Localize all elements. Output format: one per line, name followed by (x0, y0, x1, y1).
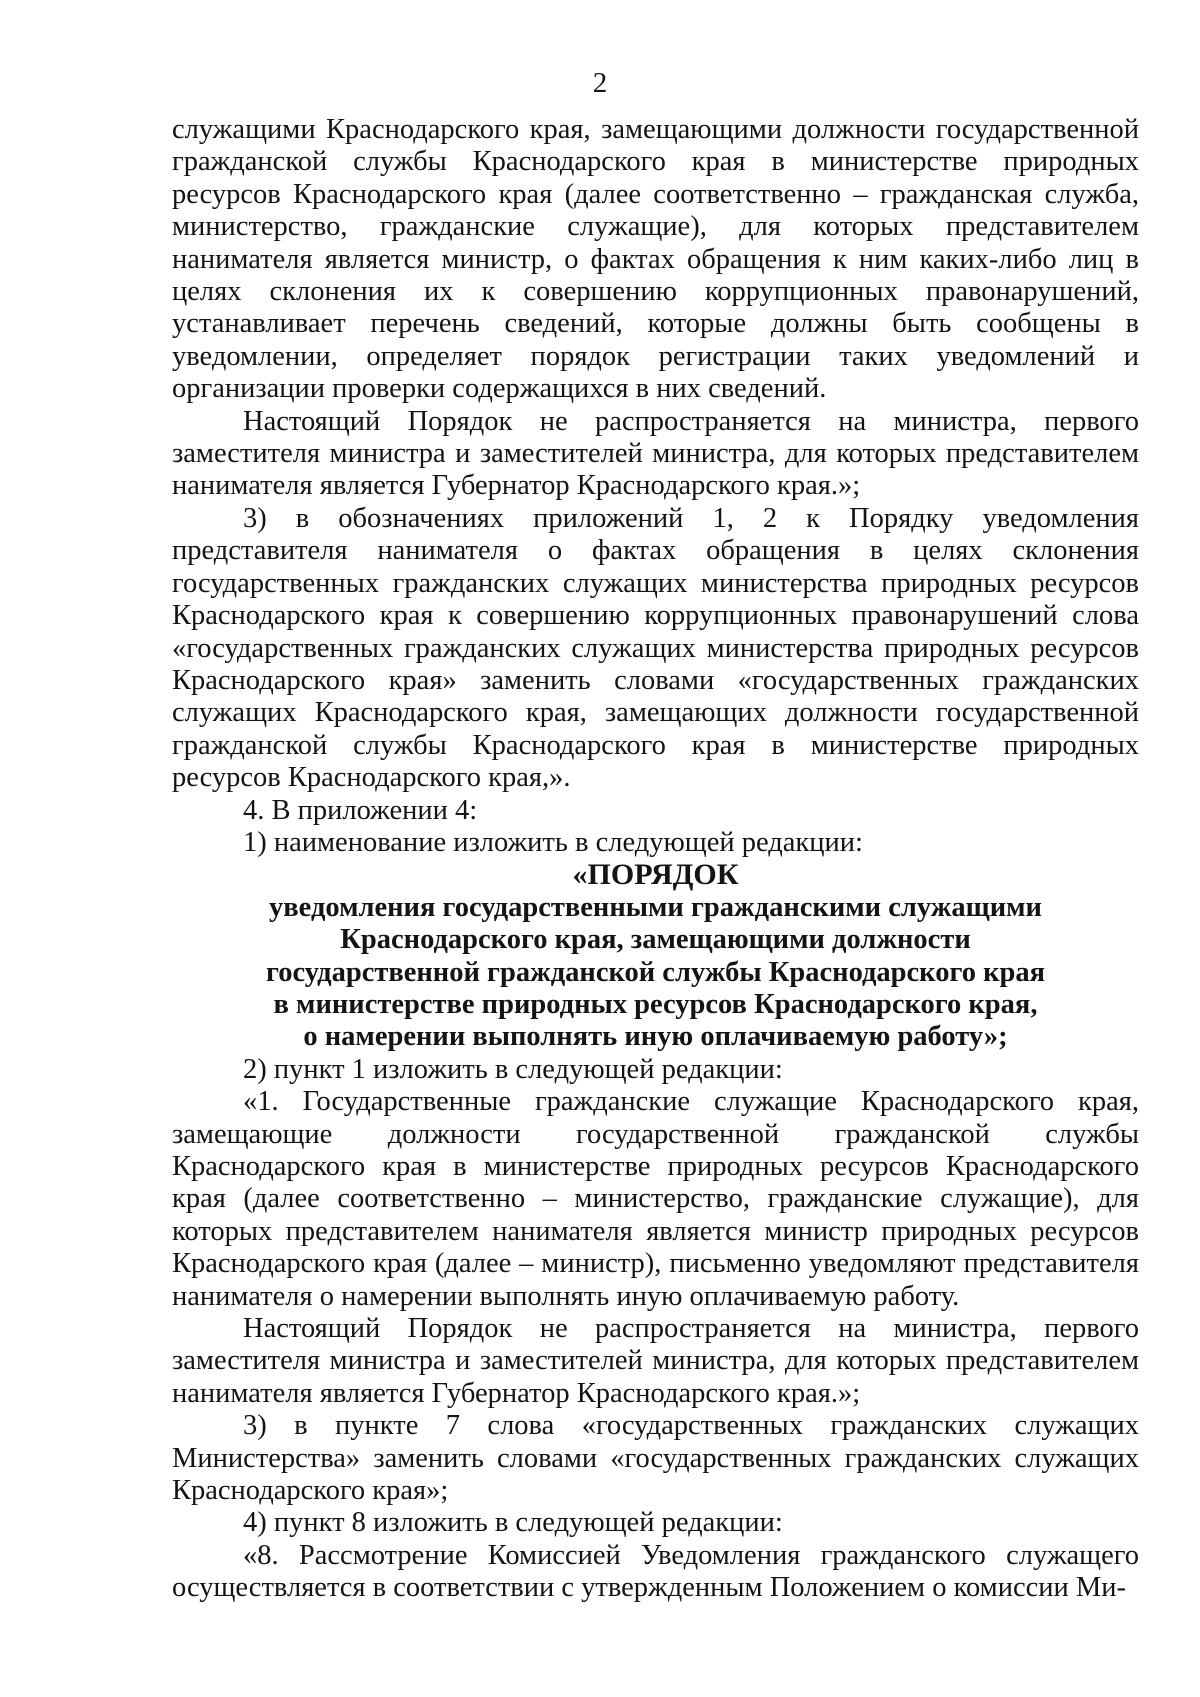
paragraph: Настоящий Порядок не распространяется на министра, первого заместителя министра и заместителей министра, для которых представителем нанимателя является Губернатор Краснодарского края.»; (172, 1313, 1139, 1409)
paragraph: Настоящий Порядок не распространяется на министра, первого заместителя министра и заместителей министра, для которых представителем нанимателя является Губернатор Краснодарского края.»; (172, 405, 1139, 502)
paragraph: 1) наименование изложить в следующей редакции: (243, 826, 863, 858)
heading-line: уведомления государственными гражданскими служащими (269, 891, 1042, 923)
paragraph: «8. Рассмотрение Комиссией Уведомления гражданского служащего осуществляется в соответствии с утвержденным Положением о комиссии Ми- (172, 1539, 1139, 1604)
paragraph: служащими Краснодарского края, замещающими должности государственной гражданской службы Краснодарского края в министерстве природных ресурсов Краснодарского края (далее соответственно – гражданская служба, министерство, гражданские служащие), для которых представителем нанимателя является министр, о фактах обращения к ним каких-либо лиц в целях склонения их к совершению коррупционных правонарушений, устанавливает перечень сведений, которые должны быть сообщены в уведомлении, определяет порядок регистрации таких уведомлений и организации проверки содержащихся в них сведений. (172, 114, 1139, 405)
paragraphs-before-heading (172, 114, 1139, 859)
heading-line: о намерении выполнять иную оплачиваемую работу»; (303, 1021, 1008, 1053)
order-heading (172, 859, 1139, 1053)
paragraph: 2) пункт 1 изложить в следующей редакции: (243, 1053, 783, 1085)
document-body (172, 114, 1139, 1605)
paragraph: «1. Государственные гражданские служащие Краснодарского края, замещающие должности государственной гражданской службы Краснодарского края в министерстве природных ресурсов Краснодарского края (далее соответственно – министерство, гражданские служащие), для которых представителем нанимателя является министр природных ресурсов Краснодарского края (далее – министр), письменно уведомляют представителя нанимателя о намерении выполнять иную оплачиваемую работу. (172, 1086, 1139, 1312)
heading-line: государственной гражданской службы Краснодарского края (265, 956, 1046, 988)
heading-line: в министерстве природных ресурсов Краснодарского края, (273, 988, 1038, 1020)
paragraphs-after-heading (172, 1054, 1139, 1605)
page-number: 2 (592, 67, 608, 99)
paragraph: 4) пункт 8 изложить в следующей редакции: (243, 1507, 783, 1539)
paragraph: 4. В приложении 4: (243, 794, 478, 826)
heading-line: Краснодарского края, замещающими должности (340, 924, 971, 956)
heading-title: «ПОРЯДОК (572, 858, 739, 892)
paragraph: 3) в обозначениях приложений 1, 2 к Порядку уведомления представителя нанимателя о фактах обращения в целях склонения государственных гражданских служащих министерства природных ресурсов Краснодарского края к совершению коррупционных правонарушений слова «государственных гражданских служащих министерства природных ресурсов Краснодарского края» заменить словами «государственных гражданских служащих Краснодарского края, замещающих должности государственной гражданской службы Краснодарского края в министерстве природных ресурсов Краснодарского края,». (172, 502, 1139, 794)
paragraph: 3) в пункте 7 слова «государственных гражданских служащих Министерства» заменить словами «государственных гражданских служащих Краснодарского края»; (172, 1410, 1139, 1507)
